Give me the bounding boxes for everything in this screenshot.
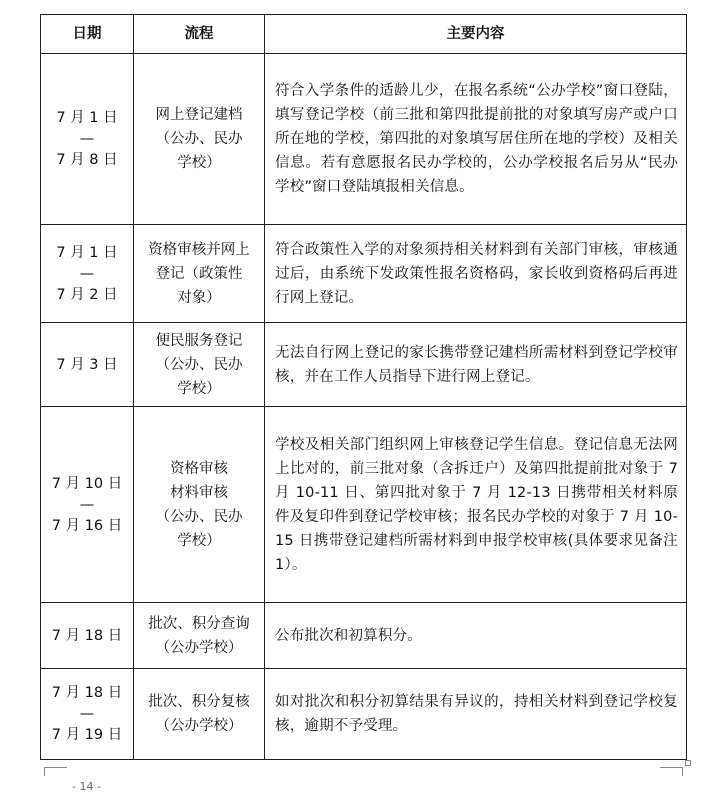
content-cell: 符合入学条件的适龄儿少，在报名系统“公办学校”窗口登陆，填写登记学校（前三批和第四批提前批的对象填写房产或户口所在地的学校，第四批的对象填写居住所在地的学校）及相关信息。若有意愿报名民办学校的，公办学校报名后另从“民办学校”窗口登陆填报相关信息。 — [265, 54, 687, 225]
table-row — [41, 323, 687, 407]
corner-mark-left — [44, 767, 67, 776]
date-start: 7 月 18 日 — [51, 685, 123, 701]
corner-dot-right — [685, 760, 691, 766]
date-separator: — — [79, 265, 95, 282]
content-cell: 符合政策性入学的对象须持相关材料到有关部门审核，审核通过后，由系统下发政策性报名资格码，家长收到资格码后再进行网上登记。 — [265, 225, 687, 323]
process-line: （公办学校） — [155, 639, 243, 656]
process-line: 学校） — [177, 380, 221, 397]
table-row — [41, 603, 687, 669]
content-cell: 公布批次和初算积分。 — [265, 603, 687, 669]
corner-mark-right — [660, 767, 683, 776]
enrollment-schedule-table — [40, 14, 687, 760]
table-row — [41, 669, 687, 760]
process-line: （公办学校） — [155, 718, 243, 734]
table-header-row — [41, 15, 687, 54]
process-line: 便民服务登记 — [155, 332, 243, 349]
date-start: 7 月 1 日 — [56, 244, 118, 261]
process-line: 批次、积分复核 — [148, 694, 250, 710]
process-line: 资格审核 — [170, 460, 228, 477]
content-cell: 如对批次和积分初算结果有异议的，持相关材料到登记学校复核，逾期不予受理。 — [265, 669, 687, 760]
process-line: 批次、积分查询 — [148, 615, 250, 632]
header-date: 日期 — [41, 15, 134, 54]
process-line: 学校） — [177, 155, 221, 171]
table-row — [41, 407, 687, 603]
process-cell — [134, 323, 265, 407]
date-single: 7 月 18 日 — [51, 627, 123, 644]
date-separator: — — [79, 496, 95, 513]
header-process: 流程 — [134, 15, 265, 54]
date-cell — [41, 225, 134, 323]
process-line: 登记（政策性 — [155, 265, 243, 282]
page-number: - 14 - — [72, 780, 101, 793]
content-cell: 无法自行网上登记的家长携带登记建档所需材料到登记学校审核，并在工作人员指导下进行网上登记。 — [265, 323, 687, 407]
header-content: 主要内容 — [265, 15, 687, 54]
date-cell — [41, 669, 134, 760]
process-cell — [134, 225, 265, 323]
table-row — [41, 225, 687, 323]
table-row — [41, 54, 687, 225]
process-cell — [134, 54, 265, 225]
process-line: （公办、民办 — [155, 356, 243, 373]
date-end: 7 月 16 日 — [51, 517, 123, 534]
date-end: 7 月 8 日 — [56, 152, 118, 168]
process-line: （公办、民办 — [155, 508, 243, 525]
process-line: 学校） — [177, 532, 221, 549]
process-line: 网上登记建档 — [155, 107, 243, 123]
date-cell — [41, 603, 134, 669]
date-cell — [41, 54, 134, 225]
date-separator: — — [79, 706, 95, 722]
date-separator: — — [79, 131, 95, 147]
process-line: 对象） — [177, 289, 221, 306]
date-start: 7 月 1 日 — [56, 110, 118, 126]
content-cell: 学校及相关部门组织网上审核登记学生信息。登记信息无法网上比对的，前三批对象（含拆迁户）及第四批提前批对象于 7 月 10-11 日、第四批对象于 7 月 12-13 日携带相关材料原件及复印件到登记学校审核；报名民办学校的对象于 7 月 10-15 日携带登记建档所需材料到申报学校审核(具体要求见备注 1）。 — [265, 407, 687, 603]
date-cell — [41, 323, 134, 407]
process-line: 资格审核并网上 — [148, 241, 250, 258]
date-start: 7 月 10 日 — [51, 475, 123, 492]
process-line: 材料审核 — [170, 484, 228, 501]
process-line: （公办、民办 — [155, 131, 243, 147]
process-cell — [134, 603, 265, 669]
date-single: 7 月 3 日 — [56, 356, 118, 373]
date-end: 7 月 19 日 — [51, 727, 123, 743]
date-cell — [41, 407, 134, 603]
process-cell — [134, 407, 265, 603]
process-cell — [134, 669, 265, 760]
date-end: 7 月 2 日 — [56, 286, 118, 303]
